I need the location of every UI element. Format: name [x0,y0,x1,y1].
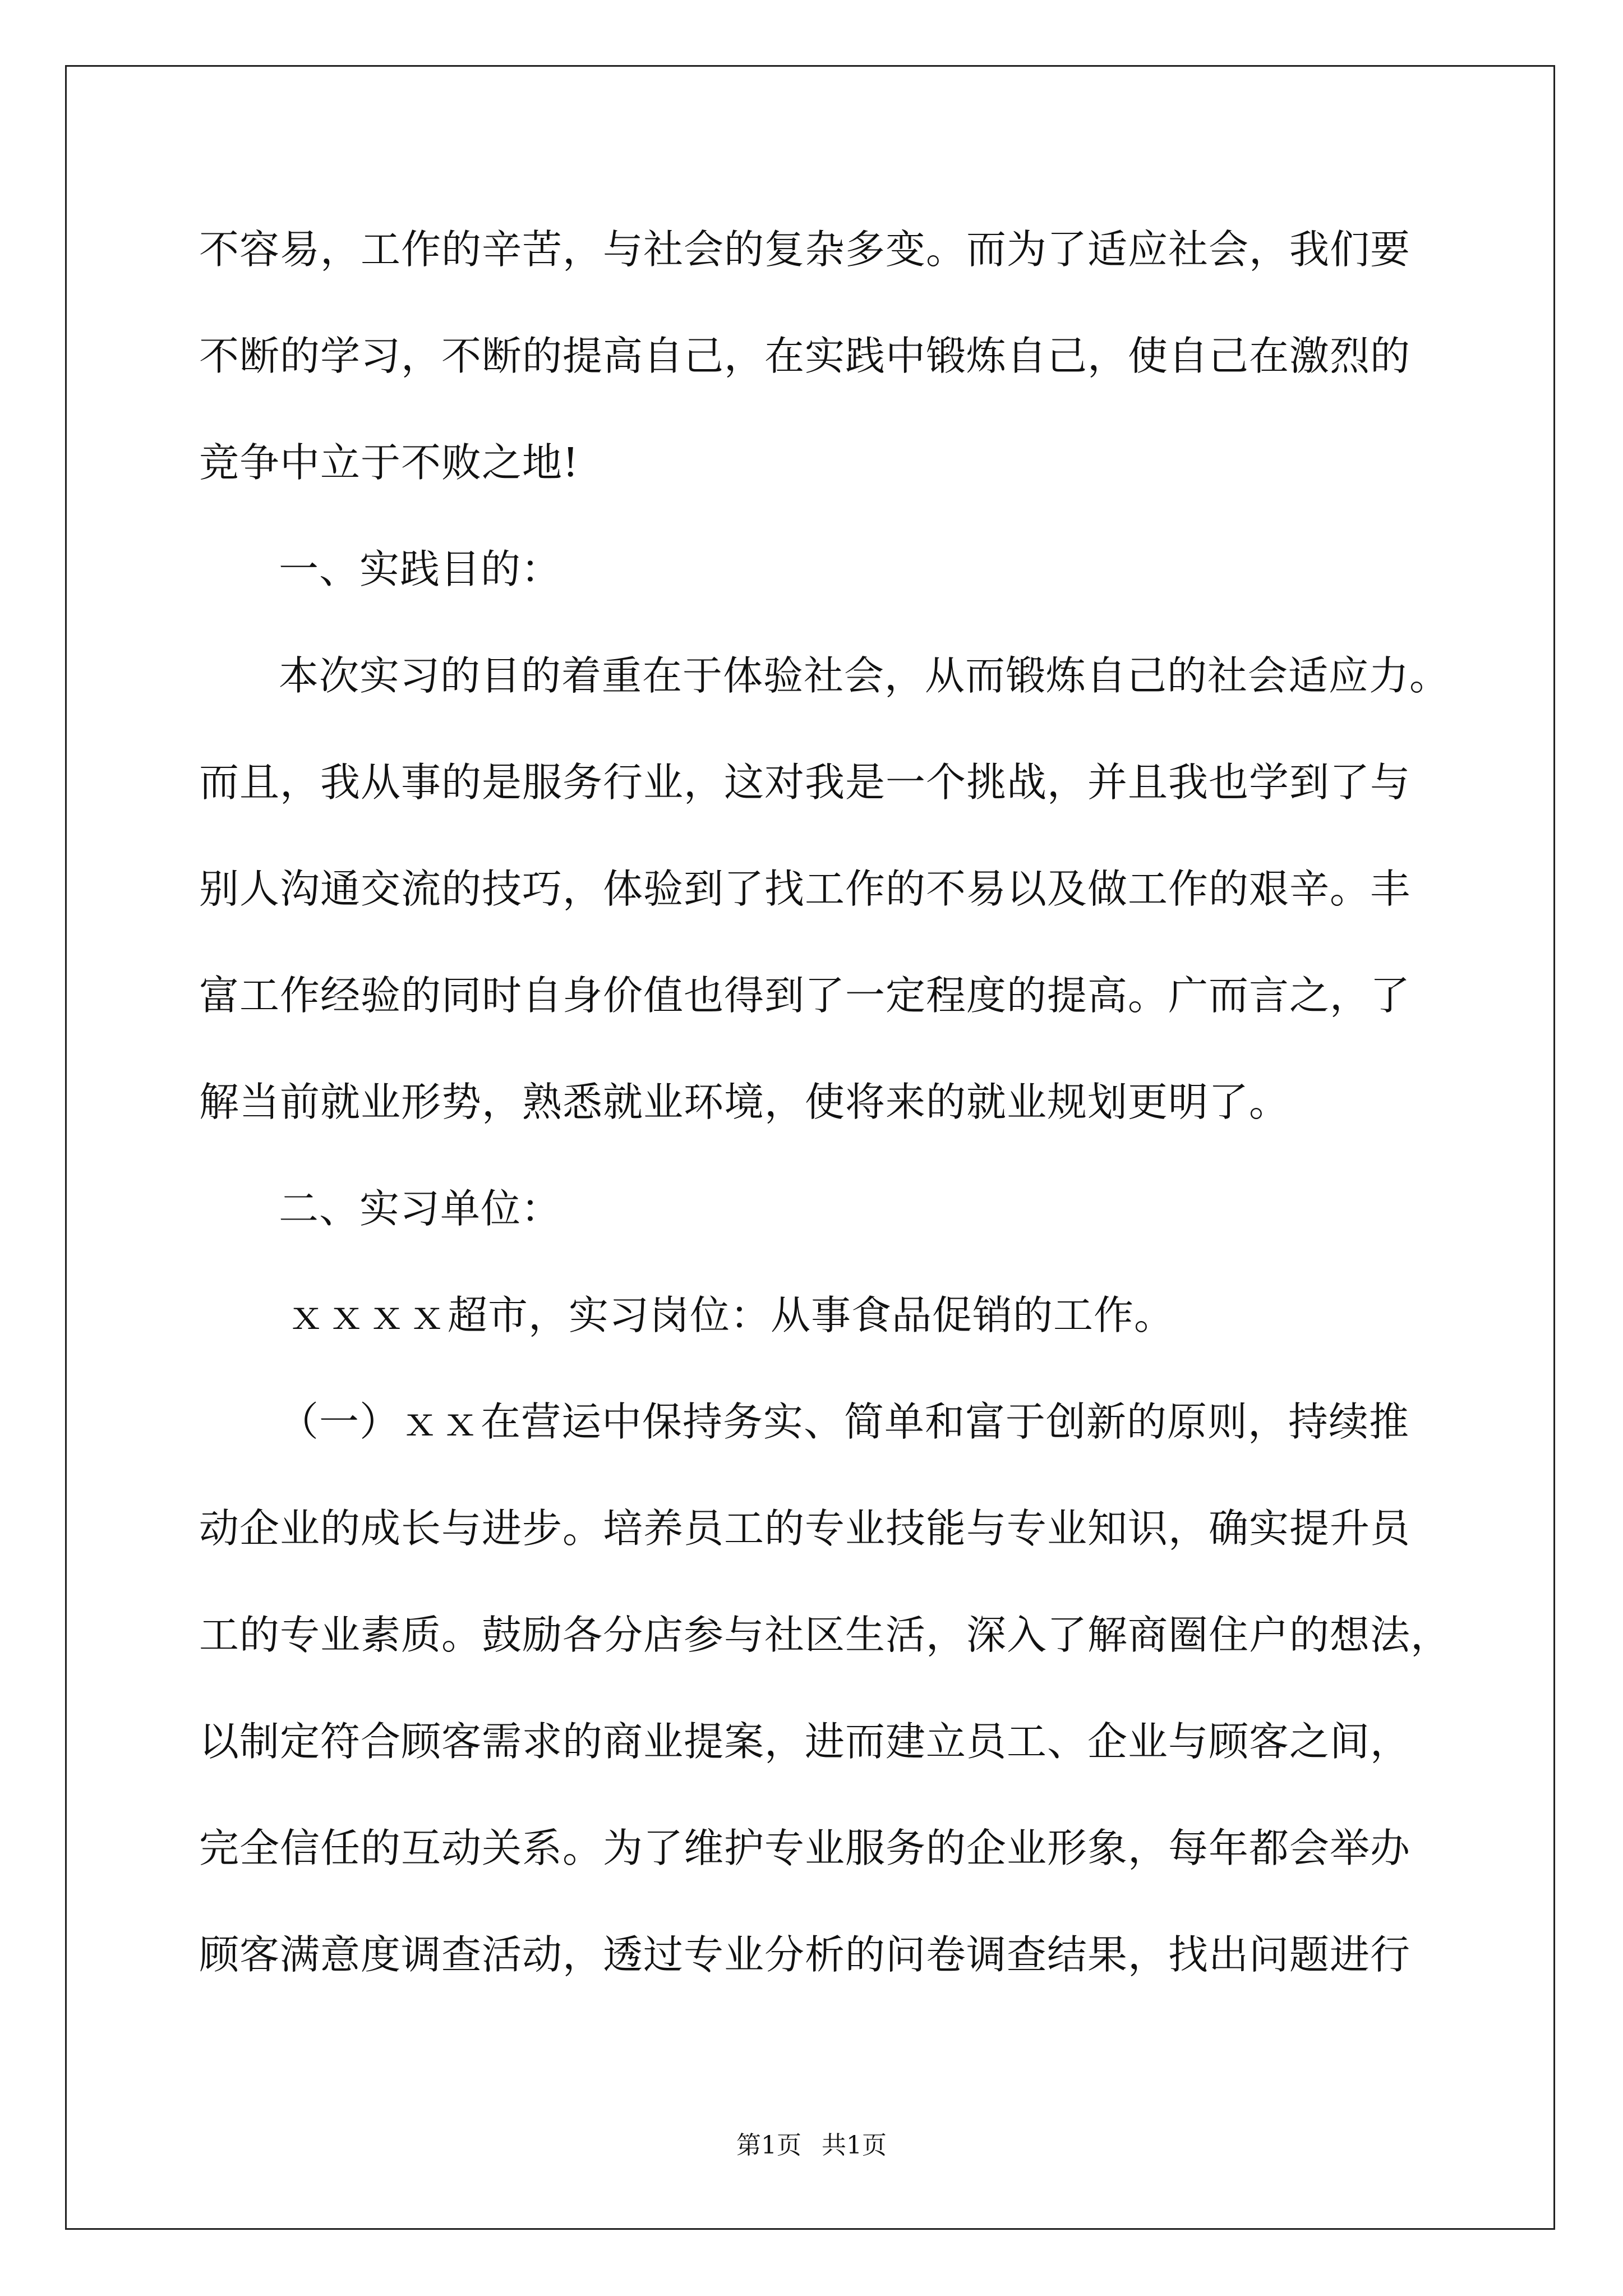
text-line: 完全信任的互动关系。为了维护专业服务的企业形象，每年都会举办 [199,1825,1411,1871]
text-line: 顾客满意度调查活动，透过专业分析的问卷调查结果，找出问题进行 [199,1931,1411,1978]
page-number-total: 共1页 [822,2131,887,2160]
section-heading: 一、实践目的： [279,546,562,592]
page-border [65,65,1555,2230]
text-line: 竞争中立于不败之地! [199,439,579,486]
text-line: 本次实习的目的着重在于体验社会，从而锻炼自己的社会适应力。 [279,652,1450,699]
text-line: 不断的学习，不断的提高自己，在实践中锻炼自己，使自己在激烈的 [199,333,1411,379]
text-line: 动企业的成长与进步。培养员工的专业技能与专业知识，确实提升员 [199,1505,1411,1552]
section-heading: 二、实习单位： [279,1185,562,1232]
text-line: 工的专业素质。鼓励各分店参与社区生活，深入了解商圈住户的想法， [199,1612,1451,1658]
text-line: 而且，我从事的是服务行业，这对我是一个挑战，并且我也学到了与 [199,759,1411,806]
text-line: 解当前就业形势，熟悉就业环境，使将来的就业规划更明了。 [199,1079,1290,1125]
text-line: ｘｘｘｘ超市，实习岗位：从事食品促销的工作。 [286,1292,1175,1338]
text-line: （一）ｘｘ在营运中保持务实、简单和富于创新的原则，持续推 [279,1398,1410,1445]
page-footer [0,2129,1623,2162]
text-line: 以制定符合顾客需求的商业提案，进而建立员工、企业与顾客之间， [199,1718,1411,1765]
text-line: 不容易，工作的辛苦，与社会的复杂多变。而为了适应社会，我们要 [199,226,1411,273]
text-line: 富工作经验的同时自身价值也得到了一定程度的提高。广而言之，了 [199,972,1411,1019]
page-number-current: 第1页 [736,2131,801,2160]
text-line: 别人沟通交流的技巧，体验到了找工作的不易以及做工作的艰辛。丰 [199,866,1411,912]
